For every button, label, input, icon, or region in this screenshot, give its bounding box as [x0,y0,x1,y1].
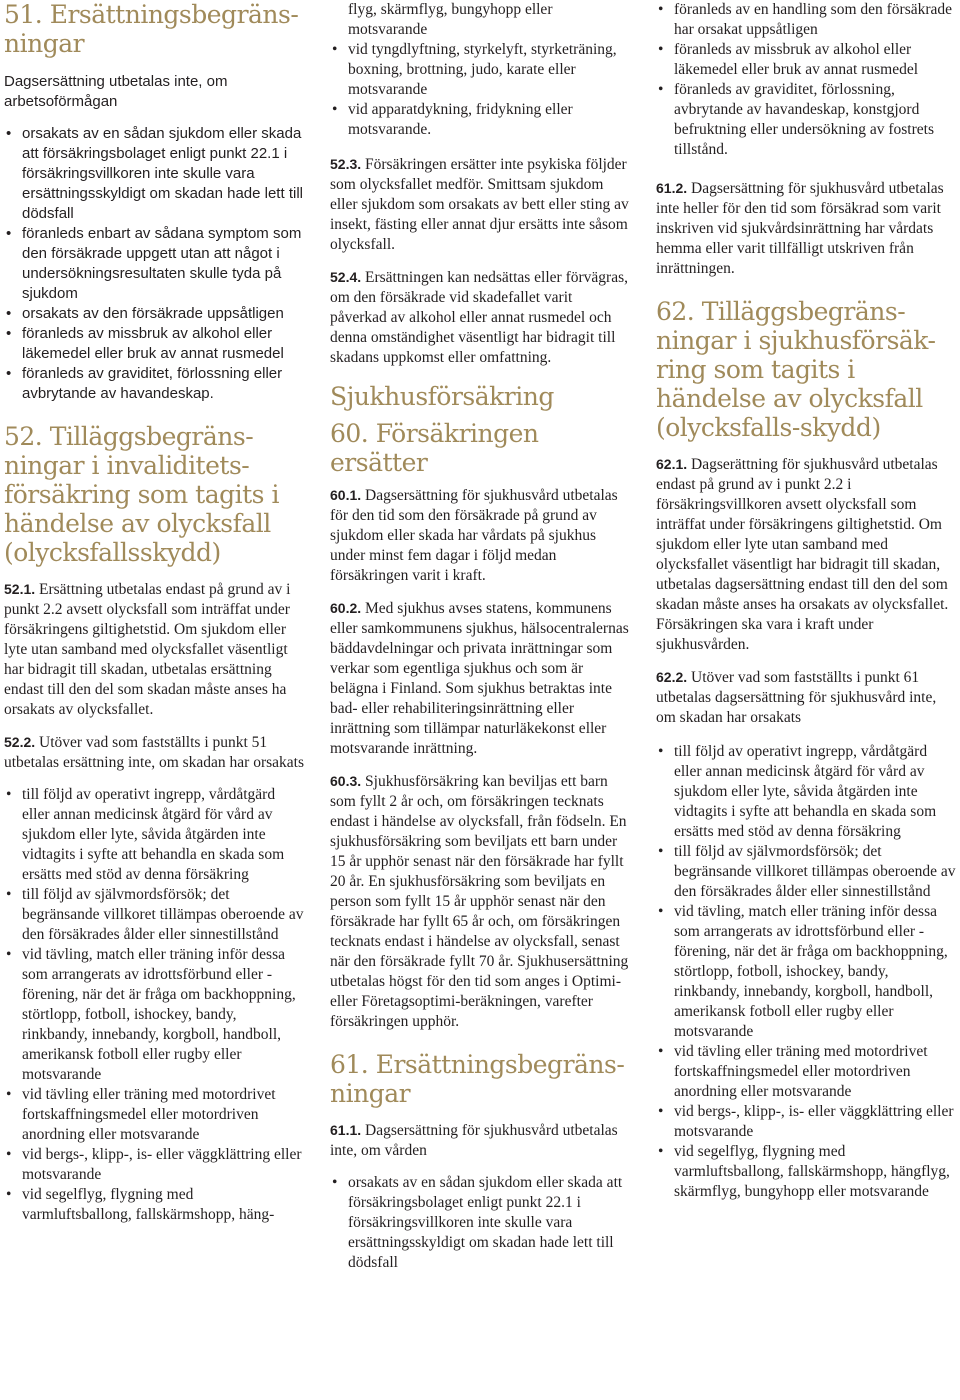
list-item: • vid tävling eller träning med motordrivet fortskaffningsmedel eller motordriven anordning eller motsvarande [656,1042,958,1102]
list-item: • vid tävling, match eller träning inför dessa som arrangerats av idrottsförbund eller -förening, när det är fråga om backhoppning, störtlopp, fotboll, ishockey, bandy, rinkbandy, innebandy, korgboll, handboll, amerikansk fotboll eller rugby eller motsvarande [4,945,304,1085]
list-item: • orsakats av en sådan sjukdom eller skada att försäkringsbolaget enligt punkt 22.1 i försäkringsvillkoren inte skulle vara ersättningsskyldigt om skadan hade lett till dödsfall [4,124,304,224]
paragraph-52-3 [330,154,632,255]
paragraph-52-1 [4,579,304,720]
paragraph-text: Försäkringen ersätter inte psykiska följder som olycksfallet medför. Smittsam sjukdom eller sjukdom som orsakats av bett eller sting av insekt, fästing eller annat djur ersätts inte såsom olycksfall. [330,156,629,253]
list-continuation: flyg, skärmflyg, bungyhopp eller motsvarande [348,1,553,38]
list-item: • till följd av självmordsförsök; det begränsande villkoret tillämpas oberoende av den försäkrades ålder eller sinnestillstånd [656,842,958,902]
section-number: 62.2. [656,669,688,685]
column-right [656,0,958,1202]
section-number: 60.1. [330,487,362,503]
paragraph-text: Ersättningen kan nedsättas eller förvägras, om den försäkrade vid skadefallet varit påverkad av alkohol eller annat rusmedel och denna omständighet väsentligt har bidragit till skadans uppkomst eller omfattning. [330,269,628,366]
list-item: • till följd av operativt ingrepp, vårdåtgärd eller annan medicinsk åtgärd för vård av sjukdom eller lyte, såvida åtgärden inte vidtagits i syfte att behandla en skada som ersätts med stöd av denna försäkring [4,785,304,885]
heading-51: 51. Ersättningsbegräns-ningar [4,0,299,58]
section-number: 52.4. [330,269,362,285]
heading-52: 52. Tilläggsbegräns-ningar i invaliditets-försäkring som tagits i händelse av olycksfall (olycksfallsskydd) [4,422,279,567]
list-item: • till följd av operativt ingrepp, vårdåtgärd eller annan medicinsk åtgärd för vård av sjukdom eller lyte, såvida åtgärden inte vidtagits i syfte att behandla en skada som ersätts med stöd av denna försäkring [656,742,958,842]
list-item: • till följd av självmordsförsök; det begränsande villkoret tillämpas oberoende av den försäkrades ålder eller sinnestillstånd [4,885,304,945]
paragraph-61-2 [656,178,958,279]
heading-61: 61. Ersättningsbegräns-ningar [330,1050,625,1108]
list-item: • vid segelflyg, flygning med varmluftsballong, fallskärmshopp, häng- [4,1185,304,1225]
list-item: • föranleds av graviditet, förlossning, avbrytande av havandeskap, konstgjord befruktning eller undersökning av fostrets tillstånd. [656,80,958,160]
list-61-1-cont [656,0,958,160]
paragraph-62-2 [656,667,958,728]
list-item: • orsakats av den försäkrade uppsåtligen [4,304,304,324]
list-item: • föranleds av en handling som den försäkrade har orsakat uppsåtligen [656,0,958,40]
section-number: 62.1. [656,456,688,472]
list-item: • vid bergs-, klipp-, is- eller väggklättring eller motsvarande [656,1102,958,1142]
paragraph-52-2 [4,732,304,773]
heading-62: 62. Tilläggsbegräns-ningar i sjukhusförsäk-ring som tagits i händelse av olycksfall (olycksfalls-skydd) [656,297,936,442]
heading-sjukhusforsakring: Sjukhusförsäkring [330,382,554,411]
list-item: • föranleds av graviditet, förlossning eller avbrytande av havandeskap. [4,364,304,404]
list-52-2 [4,785,304,1225]
paragraph-text: Utöver vad som fastställts i punkt 61 utbetalas dagsersättning för sjukhusvård inte, om skadan har orsakats [656,669,937,726]
column-middle [330,0,632,1273]
list-item: • orsakats av en sådan sjukdom eller skada att försäkringsbolaget enligt punkt 22.1 i försäkringsvillkoren inte skulle vara ersättningsskyldigt om skadan hade lett till dödsfall [330,1173,632,1273]
section-number: 52.1. [4,581,36,597]
section-number: 52.2. [4,734,36,750]
paragraph-text: Dagsersättning för sjukhusvård utbetalas för den tid som den försäkrade på grund av sjukdom eller skada har vårdats på sjukhus under minst fem dagar i följd medan försäkringen varit i kraft. [330,487,618,584]
list-item: • vid tävling, match eller träning inför dessa som arrangerats av idrottsförbund eller -förening, när det är fråga om backhoppning, störtlopp, fotboll, ishockey, bandy, rinkbandy, innebandy, korgboll, handboll, amerikansk fotboll eller rugby eller motsvarande [656,902,958,1042]
paragraph-text: Sjukhusförsäkring kan beviljas ett barn som fyllt 2 år och, om försäkringen tecknats endast i händelse av olycksfall, från födseln. En sjukhusförsäkring som beviljats ett barn under 15 år upphör senast när den försäkrade har fyllt 20 år. En sjukhusförsäkring som beviljats en person som fyllt 15 år upphör senast när den försäkrade har fyllt 65 år och, om försäkringen tecknats endast i händelse av olycksfall, senast när den försäkrade fyllt 70 år. Sjukhusersättning utbetalas högst för den tid som anges i Optimi- eller Företagsoptimi-beräkningen, varefter försäkringen upphör. [330,773,629,1030]
list-item: • vid segelflyg, flygning med varmluftsballong, fallskärmshopp, hängflyg, skärmflyg, bungyhopp eller motsvarande [656,1142,958,1202]
list-item: • föranleds av missbruk av alkohol eller läkemedel eller bruk av annat rusmedel [4,324,304,364]
list-61-1 [330,1173,632,1273]
list-item: • vid bergs-, klipp-, is- eller väggklättring eller motsvarande [4,1145,304,1185]
intro-51: Dagsersättning utbetalas inte, om arbetsoförmågan [4,73,228,110]
paragraph-62-1 [656,454,958,655]
list-item: • vid tävling eller träning med motordrivet fortskaffningsmedel eller motordriven anordning eller motsvarande [4,1085,304,1145]
list-52-2-cont [330,40,632,140]
paragraph-text: Med sjukhus avses statens, kommunens eller samkommunens sjukhus, hälsocentralernas bäddavdelningar och privata inrättningar som verkar som egentliga sjukhus och som är belägna i Finland. Som sjukhus betraktas inte bad- eller rehabiliteringsinrättning eller inrättning som tillämpar naturläkekonst eller motsvarande inrättning. [330,600,629,757]
list-item: • föranleds av missbruk av alkohol eller läkemedel eller bruk av annat rusmedel [656,40,958,80]
paragraph-60-1 [330,485,632,586]
section-number: 52.3. [330,156,362,172]
paragraph-60-2 [330,598,632,759]
column-left [4,0,304,1225]
list-item: • vid tyngdlyftning, styrkelyft, styrketräning, boxning, brottning, judo, karate eller motsvarande [330,40,632,100]
paragraph-text: Dagsersättning för sjukhusvård utbetalas inte heller för den tid som försäkrad som varit inskriven vid sjukvårdsinrättning har vårdats hemma eller varit tillfälligt utskriven från inrättningen. [656,180,944,277]
paragraph-61-1 [330,1120,632,1161]
list-item: • vid apparatdykning, fridykning eller motsvarande. [330,100,632,140]
section-number: 61.1. [330,1122,362,1138]
paragraph-text: Ersättning utbetalas endast på grund av i punkt 2.2 avsett olycksfall som inträffat under försäkringens giltighetstid. Om sjukdom eller lyte utan samband med olycksfallet väsentligt har bidragit till skadan, utbetalas ersättning endast till den del som skadan måste anses ha orsakats av olycksfallet. [4,581,291,718]
paragraph-text: Dagserättning för sjukhusvård utbetalas endast på grund av i punkt 2.2 i försäkringsvillkoren avsett olycksfall som inträffat under försäkringens giltighetstid. Om sjukdom eller lyte utan samband med olycksfallet väsentligt har bidragit till skadan, utbetalas dagsersättning endast till den del som skadan måste anses ha orsakats av olycksfallet. Försäkringen ska vara i kraft under sjukhusvården. [656,456,949,653]
section-number: 61.2. [656,180,688,196]
paragraph-60-3 [330,771,632,1032]
list-51 [4,124,304,404]
list-62-2 [656,742,958,1202]
section-number: 60.2. [330,600,362,616]
paragraph-text: Dagsersättning för sjukhusvård utbetalas inte, om vården [330,1122,618,1159]
list-item: • föranleds enbart av sådana symptom som den försäkrade uppgett utan att något i undersökningsresultaten skulle tyda på sjukdom [4,224,304,304]
paragraph-text: Utöver vad som fastställts i punkt 51 utbetalas ersättning inte, om skadan har orsakats [4,734,305,771]
section-number: 60.3. [330,773,362,789]
heading-60: 60. Försäkringen ersätter [330,419,539,477]
paragraph-52-4 [330,267,632,368]
